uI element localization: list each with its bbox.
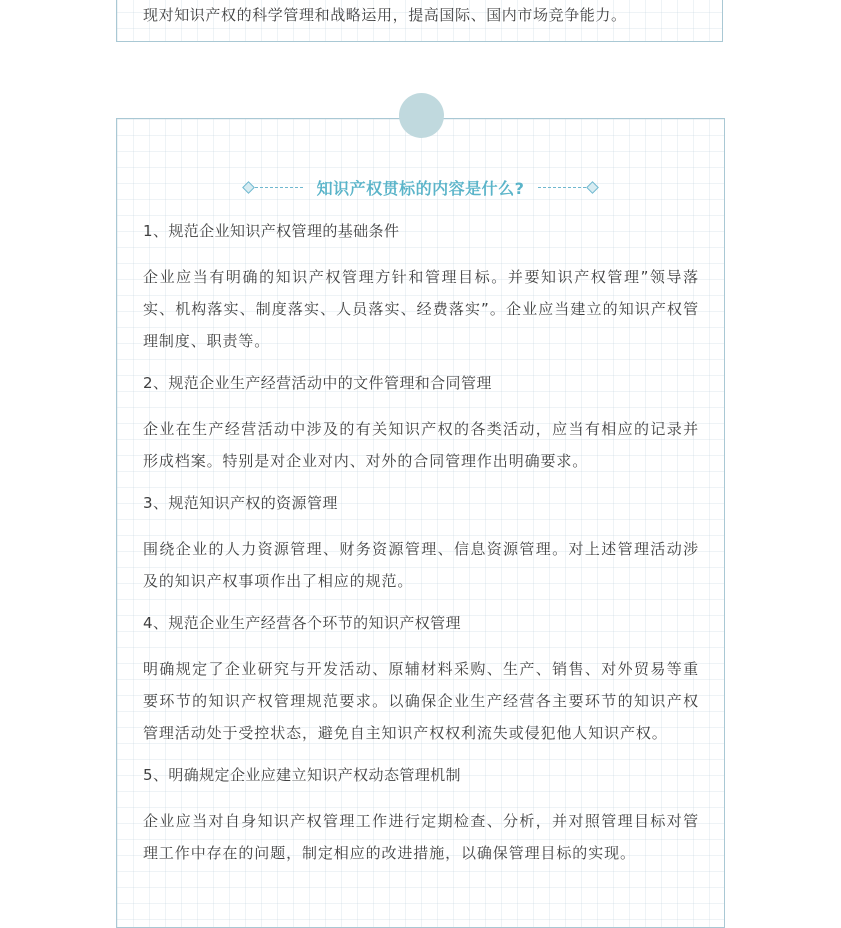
item-heading-4: 4、规范企业生产经营各个环节的知识产权管理 [143,614,461,632]
item-body-3: 围绕企业的人力资源管理、财务资源管理、信息资源管理。对上述管理活动涉及的知识产权事项作出了相应的规范。 [143,540,699,590]
title-left-ornament [244,183,305,192]
dashed-line [538,187,586,188]
item-heading-3: 3、规范知识产权的资源管理 [143,494,338,512]
dashed-line [255,187,303,188]
title-right-ornament [536,183,597,192]
section-title-row [117,175,724,199]
diamond-icon [587,181,600,194]
item-body-1: 企业应当有明确的知识产权管理方针和管理目标。并要知识产权管理”领导落实、机构落实、制度落实、人员落实、经费落实”。企业应当建立的知识产权管理制度、职责等。 [143,268,699,350]
previous-section-text: 现对知识产权的科学管理和战略运用，提高国际、国内市场竞争能力。 [143,6,627,24]
section-content [143,219,699,883]
item-heading-1: 1、规范企业知识产权管理的基础条件 [143,222,400,240]
item-heading-2: 2、规范企业生产经营活动中的文件管理和合同管理 [143,374,492,392]
diamond-icon [242,181,255,194]
section-title: 知识产权贯标的内容是什么? [316,178,525,198]
content-card [116,118,725,928]
section-circle-ornament [399,93,444,138]
previous-section-card [116,0,723,42]
item-body-4: 明确规定了企业研究与开发活动、原辅材料采购、生产、销售、对外贸易等重要环节的知识产权管理规范要求。以确保企业生产经营各主要环节的知识产权管理活动处于受控状态，避免自主知识产权权利流失或侵犯他人知识产权。 [143,660,699,742]
item-heading-5: 5、明确规定企业应建立知识产权动态管理机制 [143,766,461,784]
item-body-5: 企业应当对自身知识产权管理工作进行定期检查、分析，并对照管理目标对管理工作中存在的问题，制定相应的改进措施，以确保管理目标的实现。 [143,812,699,862]
item-body-2: 企业在生产经营活动中涉及的有关知识产权的各类活动，应当有相应的记录并形成档案。特别是对企业对内、对外的合同管理作出明确要求。 [143,420,699,470]
